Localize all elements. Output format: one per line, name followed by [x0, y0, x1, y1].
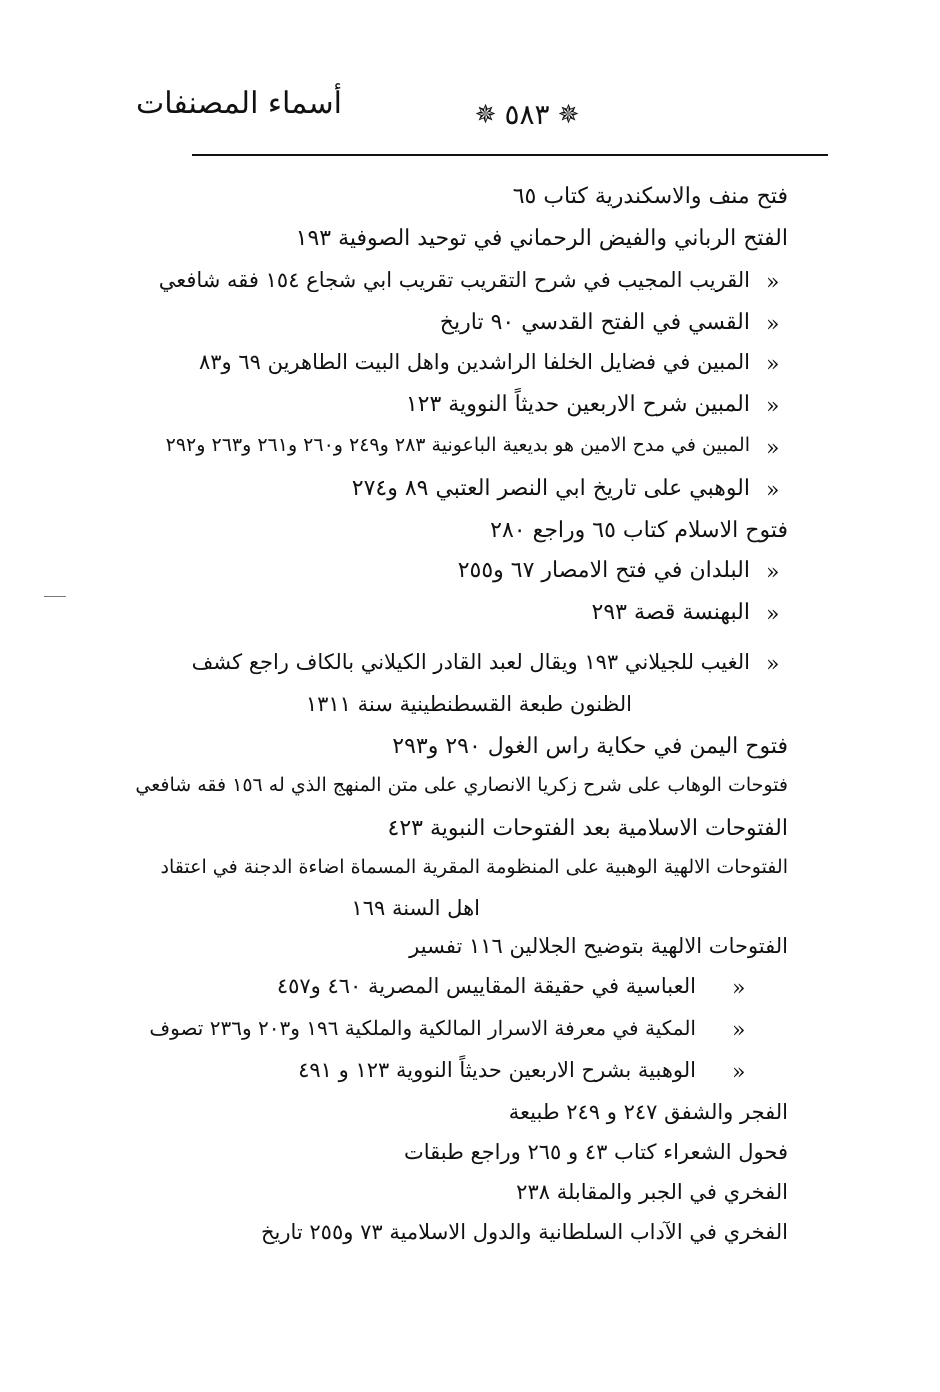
- index-entry: الفخري في الآداب السلطانية والدول الاسلامية ٧٣ و٢٥٥ تاريخ: [260, 1220, 788, 1244]
- index-entry: الفتح الرباني والفيض الرحماني في توحيد الصوفية ١٩٣: [295, 226, 788, 251]
- ditto-mark: »: [766, 312, 780, 337]
- index-entry: الفخري في الجبر والمقابلة ٢٣٨: [516, 1180, 788, 1204]
- ditto-mark: »: [766, 560, 780, 585]
- index-entry: البهنسة قصة ٢٩٣: [591, 600, 750, 625]
- index-entry: الفتوحات الاسلامية بعد الفتوحات النبوية ٤٢٣: [387, 816, 788, 841]
- ditto-mark: »: [732, 1060, 746, 1085]
- scan-mark: [44, 596, 66, 597]
- index-entry-continuation: اهل السنة ١٦٩: [351, 896, 480, 920]
- index-entry: البلدان في فتح الامصار ٦٧ و٢٥٥: [457, 558, 750, 583]
- index-entry: الوهبية بشرح الاربعين حديثاً النووية ١٢٣ و ٤٩١: [298, 1058, 696, 1082]
- floral-ornament-icon: ✵: [474, 99, 497, 130]
- ditto-mark: »: [766, 602, 780, 627]
- index-entry: الوهبي على تاريخ ابي النصر العتبي ٨٩ و٢٧٤: [351, 476, 750, 501]
- index-entry-continuation: الظنون طبعة القسطنطينية سنة ١٣١١: [305, 692, 632, 716]
- ditto-mark: »: [766, 270, 780, 295]
- index-entry: الفتوحات الالهية بتوضيح الجلالين ١١٦ تفسير: [409, 934, 788, 958]
- page-number: ٥٨٣: [504, 98, 550, 131]
- page-number-header: [462, 98, 592, 131]
- index-entry: المبين في مدح الامين هو بديعية الباعونية ٢٨٣ و٢٤٩ و٢٦٠ و٢٦١ و٢٦٣ و٢٩٢: [165, 434, 750, 456]
- ditto-mark: »: [732, 1018, 746, 1043]
- index-entry: الفجر والشفق ٢٤٧ و ٢٤٩ طبيعة: [508, 1100, 788, 1124]
- ditto-mark: »: [766, 352, 780, 377]
- ditto-mark: »: [766, 394, 780, 419]
- ditto-mark: »: [732, 976, 746, 1001]
- index-entry: فتوحات الوهاب على شرح زكريا الانصاري على متن المنهج الذي له ١٥٦ فقه شافعي: [135, 774, 788, 796]
- floral-ornament-icon: ✵: [557, 99, 580, 130]
- index-entry: الغيب للجيلاني ١٩٣ ويقال لعبد القادر الكيلاني بالكاف راجع كشف: [191, 650, 750, 674]
- index-entry: فتوح اليمن في حكاية راس الغول ٢٩٠ و٢٩٣: [392, 734, 788, 759]
- index-entry: القريب المجيب في شرح التقريب تقريب ابي شجاع ١٥٤ فقه شافعي: [158, 268, 750, 292]
- ditto-mark: »: [766, 652, 780, 677]
- ditto-mark: »: [766, 436, 780, 461]
- ditto-mark: »: [766, 478, 780, 503]
- index-entry: المبين في فضايل الخلفا الراشدين واهل البيت الطاهرين ٦٩ و٨٣: [198, 350, 750, 374]
- index-entry: القسي في الفتح القدسي ٩٠ تاريخ: [439, 310, 750, 335]
- index-entry: فتح منف والاسكندرية كتاب ٦٥: [512, 184, 788, 209]
- running-header-title: أسماء المصنفات: [135, 86, 342, 121]
- index-entry: العباسية في حقيقة المقاييس المصرية ٤٦٠ و٤٥٧: [276, 974, 696, 998]
- index-entry: الفتوحات الالهية الوهبية على المنظومة المقرية المسماة اضاءة الدجنة في اعتقاد: [160, 856, 788, 878]
- index-entry: فحول الشعراء كتاب ٤٣ و ٢٦٥ وراجع طبقات: [404, 1140, 788, 1164]
- index-entry: المكية في معرفة الاسرار المالكية والملكية ١٩٦ و٢٠٣ و٢٣٦ تصوف: [149, 1016, 696, 1040]
- index-entry: فتوح الاسلام كتاب ٦٥ وراجع ٢٨٠: [490, 518, 788, 543]
- header-rule: [192, 154, 828, 156]
- index-entry: المبين شرح الاربعين حديثاً النووية ١٢٣: [405, 392, 750, 417]
